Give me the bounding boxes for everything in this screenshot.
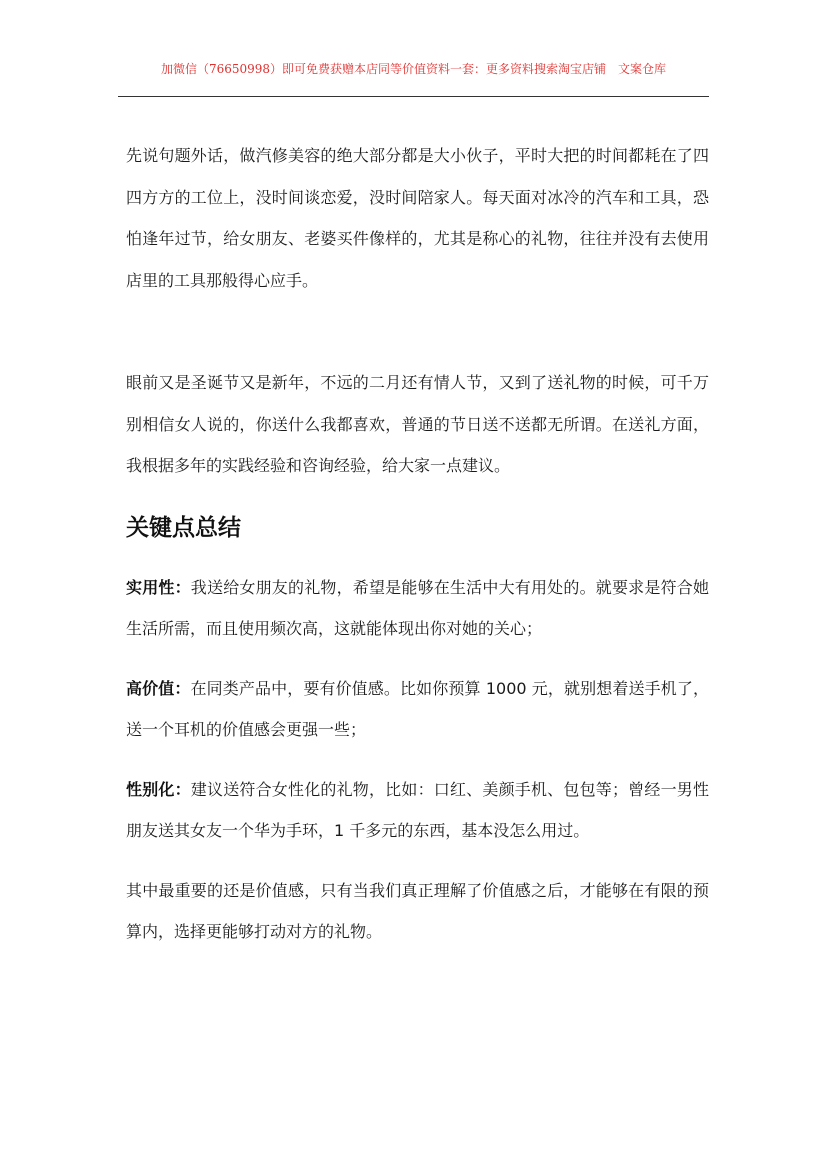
point-label: 实用性：: [126, 577, 191, 597]
point-text: 我送给女朋友的礼物，希望是能够在生活中大有用处的。就要求是符合她生活所需，而且使用频次高，这就能体现出你对她的关心；: [126, 577, 709, 638]
point-label: 性别化：: [126, 779, 191, 799]
header-divider: [118, 96, 709, 97]
intro-paragraph: 先说句题外话，做汽修美容的绝大部分都是大小伙子，平时大把的时间都耗在了四四方方的工位上，没时间谈恋爱，没时间陪家人。每天面对冰冷的汽车和工具，恐怕逢年过节，给女朋友、老婆买件像样的，尤其是称心的礼物，往往并没有去使用店里的工具那般得心应手。: [126, 146, 709, 290]
point-practicality: [126, 567, 709, 650]
header-promo-text: 加微信（76650998）即可免费获赠本店同等价值资料一套：更多资料搜索淘宝店铺 文案仓库: [160, 62, 667, 76]
point-text: 在同类产品中，要有价值感。比如你预算 1000 元，就别想着送手机了，送一个耳机的价值感会更强一些；: [126, 678, 709, 739]
conclusion-paragraph: 其中最重要的还是价值感，只有当我们真正理解了价值感之后，才能够在有限的预算内，选择更能够打动对方的礼物。: [126, 880, 709, 941]
document-body: [126, 135, 709, 953]
point-high-value: [126, 668, 709, 751]
point-gendered: [126, 769, 709, 852]
context-paragraph: 眼前又是圣诞节又是新年，不远的二月还有情人节，又到了送礼物的时候，可千万别相信女人说的，你送什么我都喜欢，普通的节日送不送都无所谓。在送礼方面，我根据多年的实践经验和咨询经验，给大家一点建议。: [126, 373, 709, 475]
section-title: 关键点总结: [126, 514, 241, 541]
point-text: 建议送符合女性化的礼物，比如：口红、美颜手机、包包等；曾经一男性朋友送其女友一个华为手环，1 千多元的东西，基本没怎么用过。: [126, 779, 709, 840]
point-label: 高价值：: [126, 678, 191, 698]
